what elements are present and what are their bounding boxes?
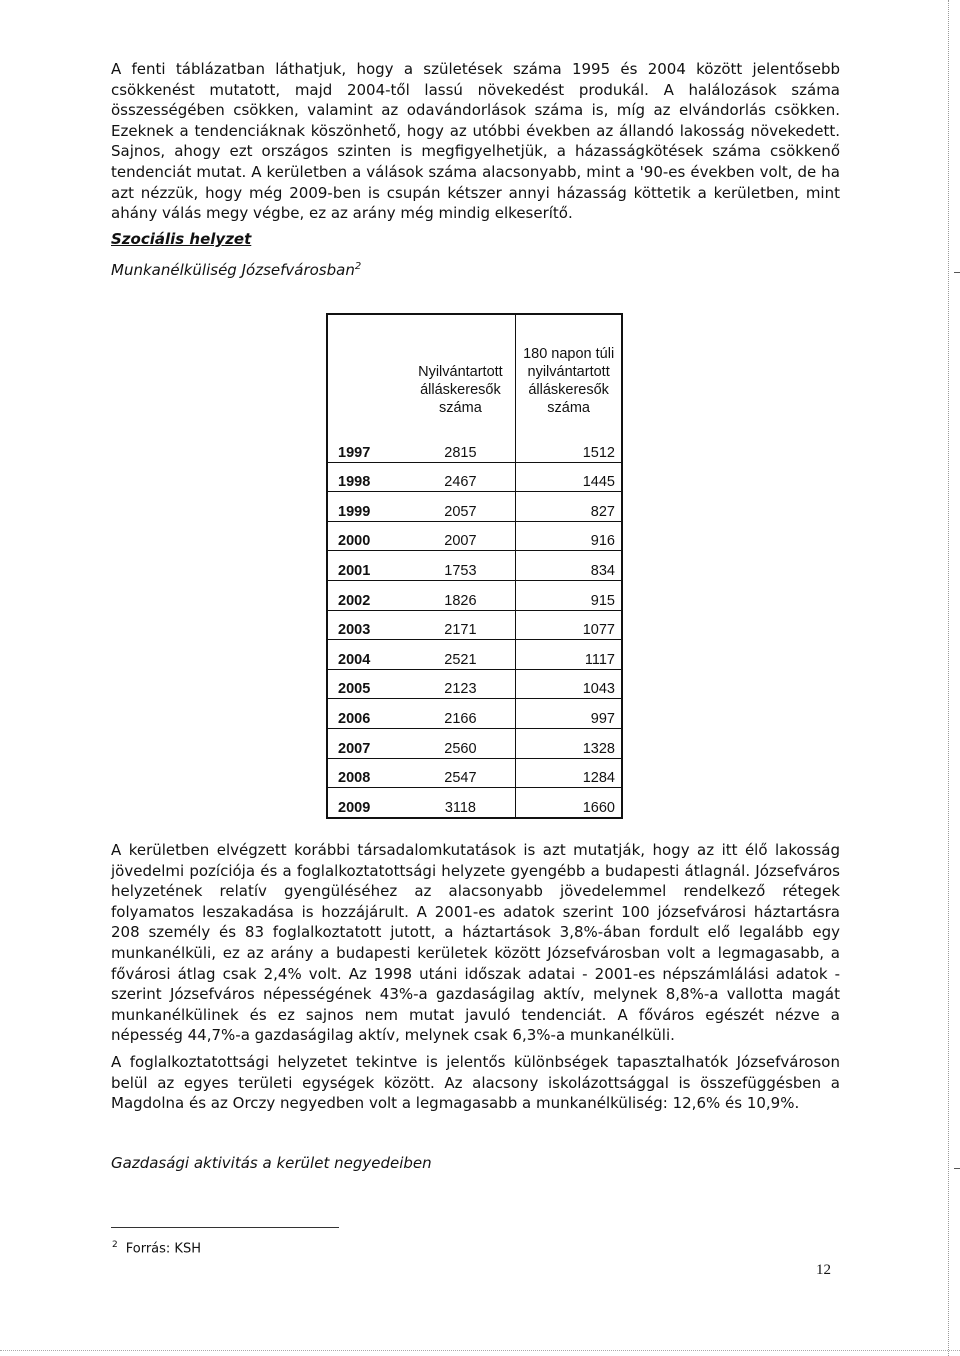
year-cell: 2007 xyxy=(327,728,406,758)
year-cell: 2002 xyxy=(327,580,406,610)
footnote xyxy=(112,1240,201,1257)
registered-jobseekers-cell: 2521 xyxy=(406,640,516,670)
registered-jobseekers-cell: 2815 xyxy=(406,433,516,462)
long-term-jobseekers-cell: 1077 xyxy=(516,610,622,640)
table-row xyxy=(327,788,622,818)
year-cell: 1997 xyxy=(327,433,406,462)
year-cell: 1998 xyxy=(327,462,406,492)
long-term-jobseekers-cell: 915 xyxy=(516,580,622,610)
subsection-title-text: Munkanélküliség Józsefvárosban xyxy=(111,261,355,279)
subsection-title xyxy=(111,261,361,279)
long-term-jobseekers-cell: 1284 xyxy=(516,758,622,788)
table-row xyxy=(327,758,622,788)
year-cell: 2004 xyxy=(327,640,406,670)
section-title: Szociális helyzet xyxy=(111,230,252,248)
table-row xyxy=(327,521,622,551)
long-term-jobseekers-cell: 1117 xyxy=(516,640,622,670)
table-row xyxy=(327,462,622,492)
table-row xyxy=(327,669,622,699)
year-cell: 2005 xyxy=(327,669,406,699)
registered-jobseekers-cell: 2547 xyxy=(406,758,516,788)
long-term-jobseekers-cell: 1043 xyxy=(516,669,622,699)
long-term-jobseekers-cell: 997 xyxy=(516,699,622,729)
registered-jobseekers-cell: 2467 xyxy=(406,462,516,492)
scan-edge-line xyxy=(948,0,949,1356)
long-term-jobseekers-cell: 827 xyxy=(516,492,622,522)
table-body xyxy=(327,433,622,818)
long-term-jobseekers-cell: 1445 xyxy=(516,462,622,492)
registered-jobseekers-cell: 2560 xyxy=(406,728,516,758)
scan-edge-tick xyxy=(954,272,960,273)
registered-jobseekers-cell: 2057 xyxy=(406,492,516,522)
registered-jobseekers-cell: 2123 xyxy=(406,669,516,699)
unemployment-table xyxy=(326,313,623,819)
long-term-jobseekers-cell: 834 xyxy=(516,551,622,581)
registered-jobseekers-cell: 1826 xyxy=(406,580,516,610)
footnote-mark: 2 xyxy=(112,1240,118,1250)
table-row xyxy=(327,699,622,729)
year-cell: 2001 xyxy=(327,551,406,581)
registered-jobseekers-cell: 2007 xyxy=(406,521,516,551)
registered-jobseekers-cell: 2166 xyxy=(406,699,516,729)
year-column-header xyxy=(327,314,406,419)
registered-jobseekers-header: Nyilvántartott álláskeresők száma xyxy=(406,314,516,419)
registered-jobseekers-cell: 3118 xyxy=(406,788,516,818)
footnote-text: Forrás: KSH xyxy=(125,1241,201,1257)
table-row xyxy=(327,640,622,670)
year-cell: 2000 xyxy=(327,521,406,551)
long-term-jobseekers-cell: 1328 xyxy=(516,728,622,758)
long-term-jobseekers-cell: 1512 xyxy=(516,433,622,462)
scan-edge-tick xyxy=(954,1168,960,1169)
economic-activity-title: Gazdasági aktivitás a kerület negyedeiben xyxy=(111,1154,432,1172)
footnote-divider xyxy=(111,1227,339,1228)
year-cell: 2008 xyxy=(327,758,406,788)
registered-jobseekers-cell: 1753 xyxy=(406,551,516,581)
long-term-jobseekers-header: 180 napon túli nyilvántartott álláskeresők száma xyxy=(523,346,615,416)
table-row xyxy=(327,580,622,610)
page-number: 12 xyxy=(816,1262,831,1278)
scan-bottom-line xyxy=(0,1350,960,1351)
paragraph-district-differences: A foglalkoztatottsági helyzetet tekintve is jelentős különbségek tapasztalhatók Józsefvároson belül az egyes területi egységek között. Az alacsony iskolázottsággal is összefüggésben a Magdolna és az Orczy negyedben volt a legmagasabb a munkanélküliség: 12,6% és 10,9%. xyxy=(111,1053,840,1113)
table-row xyxy=(327,551,622,581)
table-row xyxy=(327,492,622,522)
table-row xyxy=(327,728,622,758)
year-cell: 2009 xyxy=(327,788,406,818)
table-row xyxy=(327,433,622,462)
table-row xyxy=(327,610,622,640)
long-term-jobseekers-cell: 1660 xyxy=(516,788,622,818)
paragraph-demographics: A fenti táblázatban láthatjuk, hogy a születések száma 1995 és 2004 között jelentősebb csökkenést mutatott, majd 2004-től lassú növekedést produkál. A halálozások száma összességében csökken, valamint az odavándorlások száma is, míg az elvándorlás csökken. Ezeknek a tendenciáknak köszönhető, hogy az utóbbi években az állandó lakosság növekedett. Sajnos, ahogy ezt országos szinten is megfigyelhetjük, a házasságkötések száma csökkenő tendenciát mutat. A kerületben a válások száma alacsonyabb, mint a '90-es években volt, de ha azt nézzük, hogy még 2009-ben is csupán kétszer annyi házasság köttetik a kerületben, mint ahány válás megy végbe, ez az arány még mindig elkeserítő. xyxy=(111,60,840,223)
long-term-jobseekers-cell: 916 xyxy=(516,521,622,551)
paragraph-income-employment: A kerületben elvégzett korábbi társadalomkutatások is azt mutatják, hogy az itt élő lakosság jövedelmi pozíciója és a foglalkoztatottsági helyzete gyengébb a budapesti átlagnál. Józsefváros helyzetének relatív gyengüléséhez az alacsonyabb jövedelemmel rendelkező rétegek folyamatos leszakadása is hozzájárult. A 2001-es adatok szerint 100 józsefvárosi háztartásra 208 személy és 83 foglalkoztatott jutott, a háztartások 3,8%-ában fordult elő legalább egy munkanélküli, ez az arány a budapesti kerületek között Józsefvárosban volt a legmagasabb, a fővárosi átlag csak 2,4% volt. Az 1998 utáni időszak adatai - 2001-es népszámlálási adatok - szerint Józsefváros népességének 43%-a gazdaságilag aktív, melynek 8,8%-a vallotta magát munkanélkülinek és ez sajnos nem mutat javuló tendenciát. A főváros egészét nézve a népesség 44,7%-a gazdaságilag aktív, melynek csak 6,3%-a munkanélküli. xyxy=(111,841,840,1045)
year-cell: 2003 xyxy=(327,610,406,640)
registered-jobseekers-cell: 2171 xyxy=(406,610,516,640)
year-cell: 1999 xyxy=(327,492,406,522)
year-cell: 2006 xyxy=(327,699,406,729)
footnote-reference: 2 xyxy=(354,261,362,272)
